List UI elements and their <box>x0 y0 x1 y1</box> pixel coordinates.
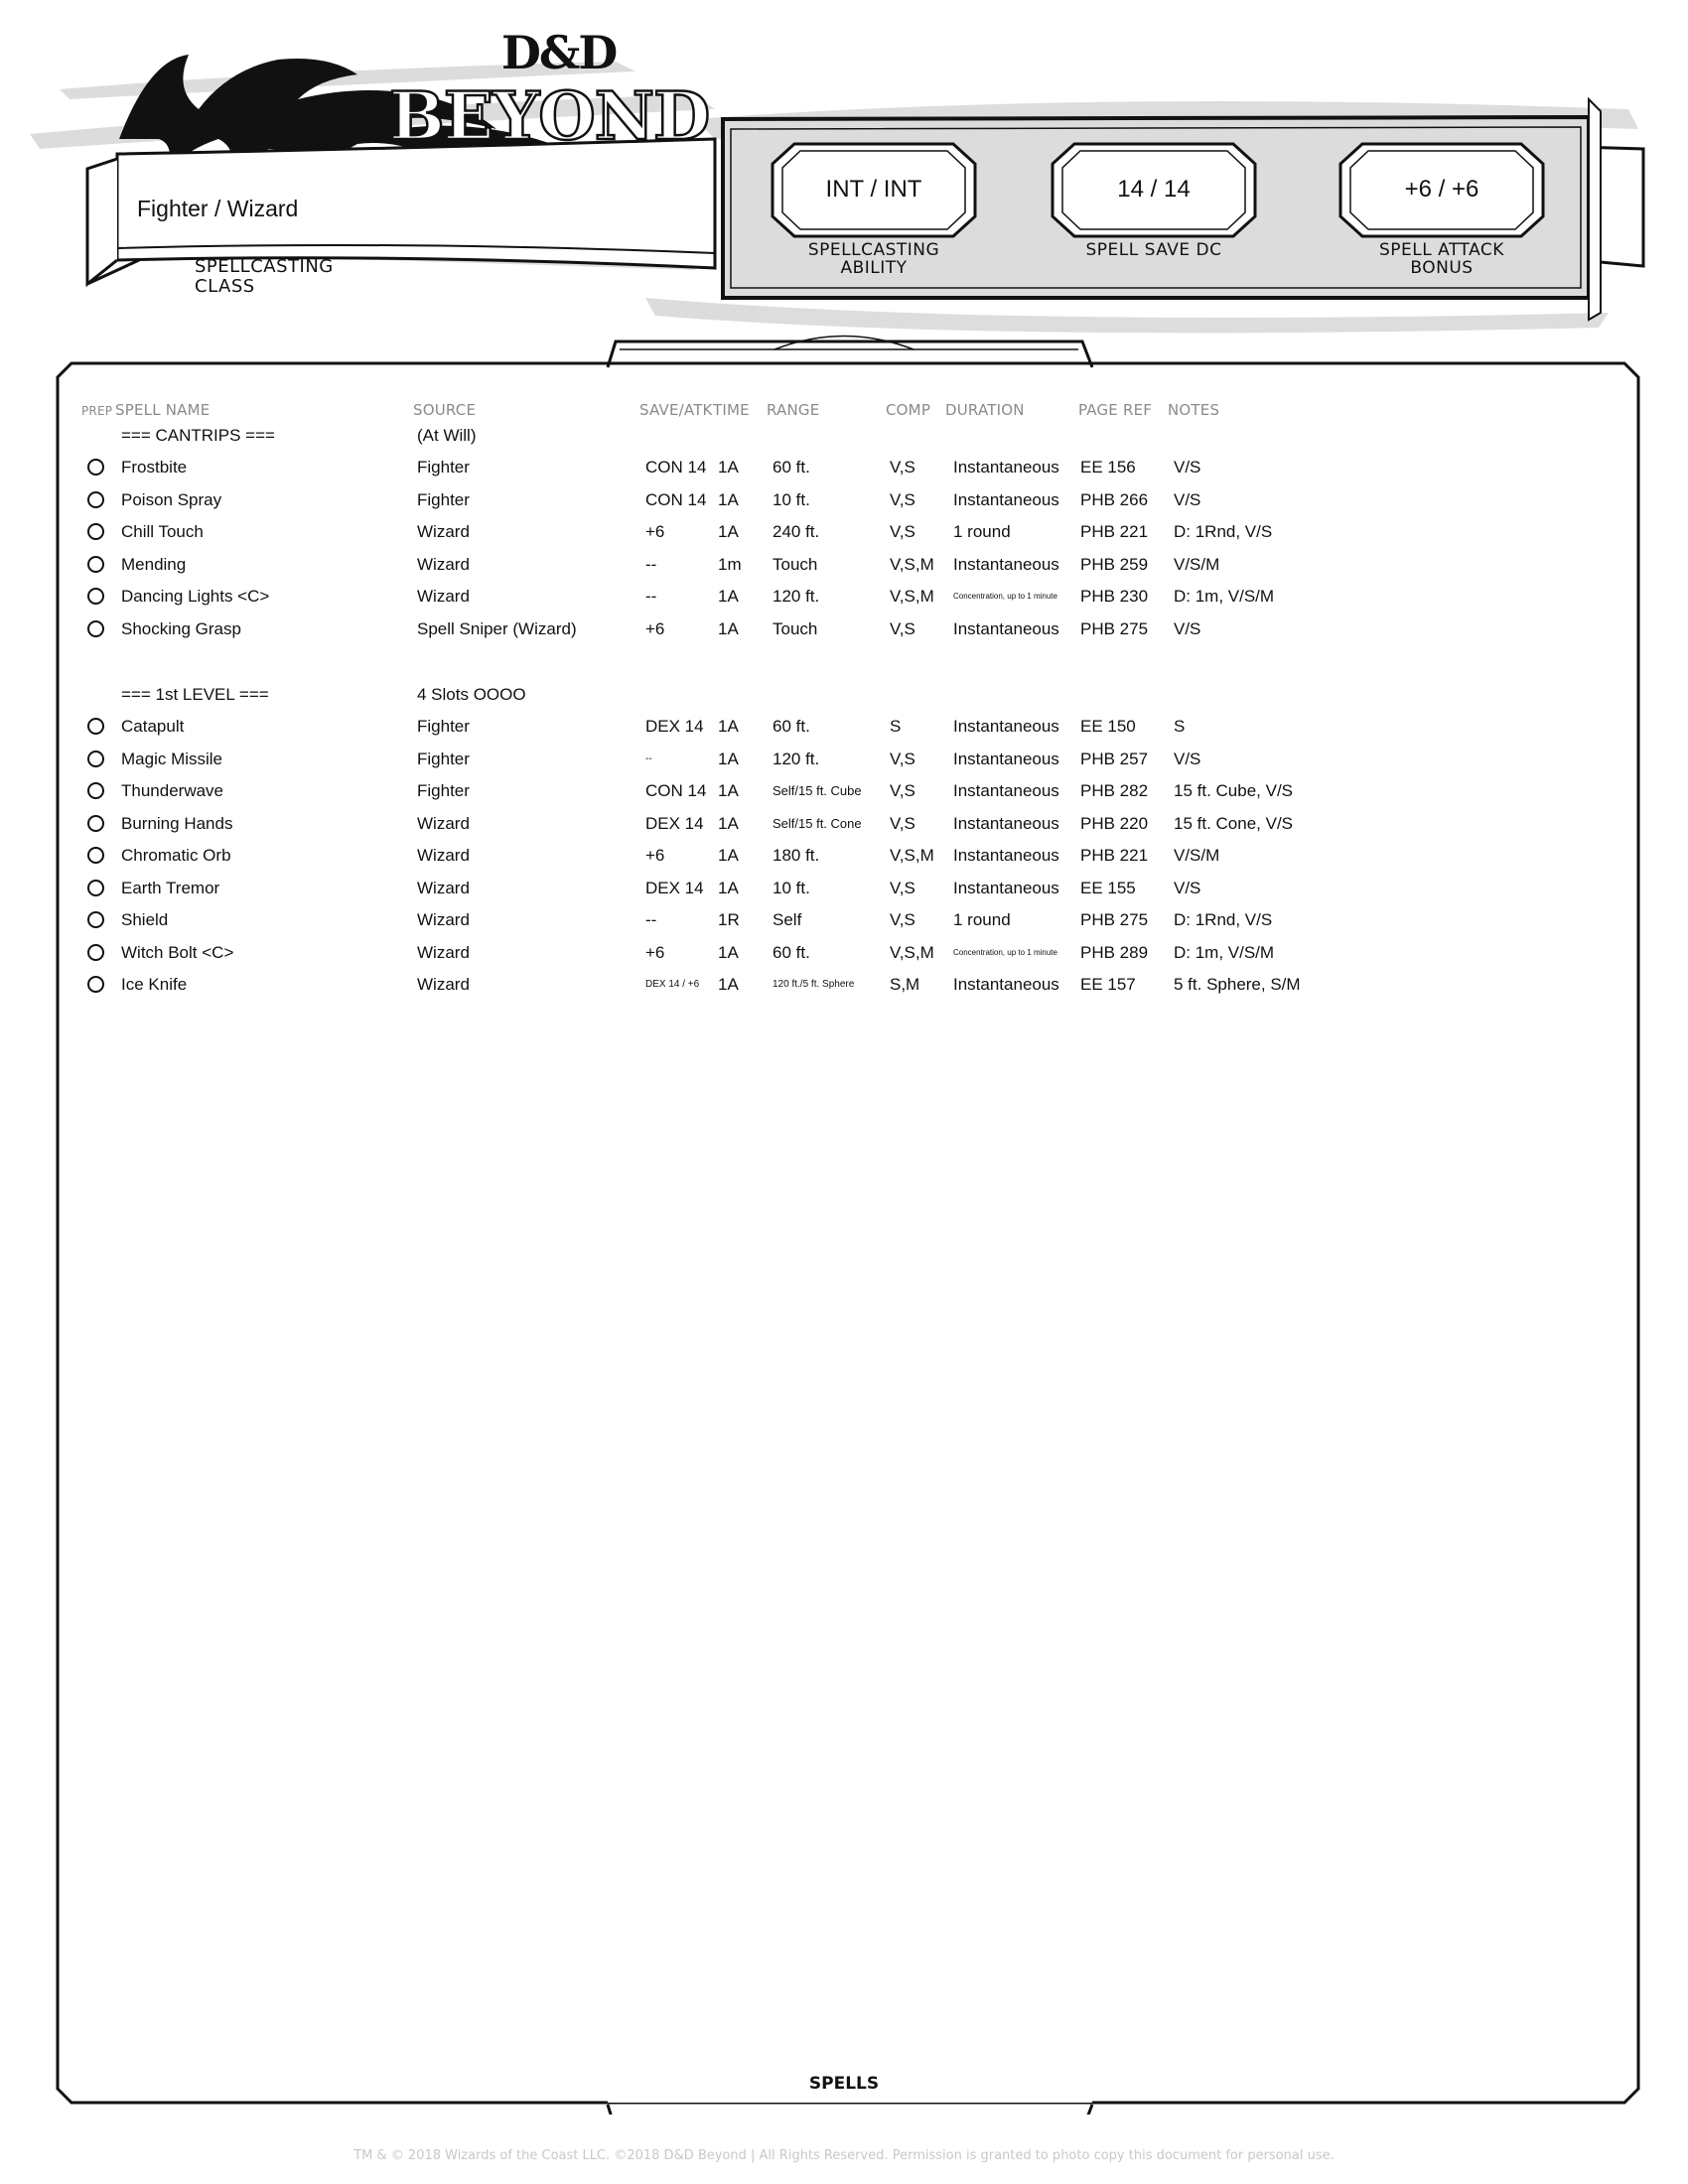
spell-page: PHB 221 <box>1080 846 1149 865</box>
spell-source: Wizard <box>417 522 470 541</box>
spell-save: +6 <box>645 846 665 865</box>
spell-notes: D: 1m, V/S/M <box>1174 587 1275 606</box>
spell-name: Frostbite <box>121 458 188 477</box>
prep-checkbox[interactable] <box>87 491 104 508</box>
spell-source: Spell Sniper (Wizard) <box>417 619 577 638</box>
prep-checkbox[interactable] <box>87 976 104 993</box>
spell-notes: 15 ft. Cone, V/S <box>1174 814 1294 833</box>
spell-page: PHB 221 <box>1080 522 1149 541</box>
spell-save: +6 <box>645 522 665 541</box>
spell-range: 60 ft. <box>773 943 810 962</box>
spell-name: Chill Touch <box>121 522 204 541</box>
col-comp: COMP <box>886 401 931 419</box>
spell-time: 1A <box>718 750 739 768</box>
spell-time: 1A <box>718 522 739 541</box>
spell-page: PHB 289 <box>1080 943 1149 962</box>
spell-row <box>0 910 1688 940</box>
col-source: SOURCE <box>413 401 477 419</box>
spell-duration: Concentration, up to 1 minute <box>953 592 1057 601</box>
spellcasting-class-value: Fighter / Wizard <box>137 196 299 221</box>
spell-range: 10 ft. <box>773 490 810 509</box>
col-spell-name: SPELL NAME <box>115 401 211 419</box>
section-title-1st-level: === 1st LEVEL === <box>121 685 269 704</box>
spell-duration: Concentration, up to 1 minute <box>953 948 1057 957</box>
spell-source: Wizard <box>417 910 470 929</box>
spell-time: 1A <box>718 975 739 994</box>
spell-page: PHB 230 <box>1080 587 1149 606</box>
spell-range: 60 ft. <box>773 717 810 736</box>
spell-comp: V,S,M <box>890 555 934 574</box>
spell-time: 1R <box>718 910 740 929</box>
spell-row <box>0 781 1688 811</box>
spell-duration: Instantaneous <box>953 846 1059 865</box>
spell-save: DEX 14 <box>645 717 704 736</box>
spell-notes: 15 ft. Cube, V/S <box>1174 781 1294 800</box>
spell-row <box>0 587 1688 616</box>
spell-name: Shocking Grasp <box>121 619 241 638</box>
spell-save: CON 14 <box>645 781 707 800</box>
spell-range: 120 ft. <box>773 587 820 606</box>
spell-range: Touch <box>773 619 818 638</box>
spell-name: Dancing Lights <C> <box>121 587 270 606</box>
spell-comp: V,S,M <box>890 943 934 962</box>
col-page-ref: PAGE REF <box>1078 401 1153 419</box>
spell-source: Wizard <box>417 879 470 897</box>
spell-time: 1A <box>718 781 739 800</box>
spell-source: Wizard <box>417 975 470 994</box>
section-slots-cantrips: (At Will) <box>417 426 477 445</box>
spell-name: Catapult <box>121 717 185 736</box>
spell-source: Fighter <box>417 458 470 477</box>
spell-time: 1A <box>718 943 739 962</box>
spell-duration: Instantaneous <box>953 490 1059 509</box>
spellcasting-ability-label: SPELLCASTING ABILITY <box>807 240 940 278</box>
prep-checkbox[interactable] <box>87 751 104 767</box>
spell-save: -- <box>645 753 652 764</box>
spell-comp: V,S <box>890 458 915 477</box>
spell-name: Thunderwave <box>121 781 224 800</box>
spell-source: Fighter <box>417 750 470 768</box>
spell-save-dc-value: 14 / 14 <box>1117 176 1191 203</box>
spell-range: Self <box>773 910 802 929</box>
spell-row <box>0 458 1688 487</box>
spell-page: PHB 282 <box>1080 781 1149 800</box>
section-slots-1st-level: 4 Slots OOOO <box>417 685 526 704</box>
spell-notes: V/S <box>1174 750 1201 768</box>
spell-page: PHB 220 <box>1080 814 1149 833</box>
spell-page: EE 157 <box>1080 975 1136 994</box>
spell-name: Poison Spray <box>121 490 222 509</box>
spell-notes: S <box>1174 717 1186 736</box>
spell-source: Fighter <box>417 781 470 800</box>
spell-comp: S <box>890 717 902 736</box>
spell-name: Earth Tremor <box>121 879 220 897</box>
prep-checkbox[interactable] <box>87 620 104 637</box>
spell-source: Fighter <box>417 490 470 509</box>
spell-source: Fighter <box>417 717 470 736</box>
spell-save: DEX 14 <box>645 879 704 897</box>
spell-duration: Instantaneous <box>953 717 1059 736</box>
spell-page: EE 150 <box>1080 717 1136 736</box>
spell-source: Wizard <box>417 943 470 962</box>
spell-time: 1A <box>718 490 739 509</box>
section-title-cantrips: === CANTRIPS === <box>121 426 275 445</box>
spell-row <box>0 879 1688 908</box>
spell-row <box>0 814 1688 844</box>
col-duration: DURATION <box>945 401 1025 419</box>
spell-time: 1A <box>718 717 739 736</box>
spell-range: 120 ft. <box>773 750 820 768</box>
spell-comp: V,S <box>890 910 915 929</box>
spell-page: PHB 275 <box>1080 910 1149 929</box>
prep-checkbox[interactable] <box>87 911 104 928</box>
col-prep: PREP <box>81 404 113 418</box>
spell-notes: V/S <box>1174 879 1201 897</box>
spell-duration: 1 round <box>953 910 1011 929</box>
spell-save-dc-label: SPELL SAVE DC <box>1085 240 1222 260</box>
spell-comp: V,S <box>890 490 915 509</box>
spell-save: CON 14 <box>645 490 707 509</box>
spell-save: +6 <box>645 619 665 638</box>
spell-range: 180 ft. <box>773 846 820 865</box>
spell-page: PHB 257 <box>1080 750 1149 768</box>
spell-name: Mending <box>121 555 187 574</box>
spell-save: -- <box>645 910 657 929</box>
spell-name: Ice Knife <box>121 975 188 994</box>
spell-duration: Instantaneous <box>953 750 1059 768</box>
spell-row <box>0 975 1688 1005</box>
spell-notes: V/S <box>1174 619 1201 638</box>
spell-time: 1A <box>718 879 739 897</box>
spell-page: PHB 275 <box>1080 619 1149 638</box>
spell-notes: V/S <box>1174 458 1201 477</box>
spell-name: Magic Missile <box>121 750 223 768</box>
prep-checkbox[interactable] <box>87 718 104 735</box>
spell-duration: Instantaneous <box>953 458 1059 477</box>
spell-notes: D: 1Rnd, V/S <box>1174 910 1273 929</box>
spell-save: -- <box>645 555 657 574</box>
spellcasting-class-label: SPELLCASTING CLASS <box>195 256 334 297</box>
spell-duration: Instantaneous <box>953 975 1059 994</box>
prep-checkbox[interactable] <box>87 556 104 573</box>
spell-duration: Instantaneous <box>953 879 1059 897</box>
spell-comp: V,S,M <box>890 846 934 865</box>
spell-comp: V,S <box>890 814 915 833</box>
prep-checkbox[interactable] <box>87 588 104 605</box>
spell-comp: V,S <box>890 879 915 897</box>
spell-range: 240 ft. <box>773 522 820 541</box>
spell-range: 60 ft. <box>773 458 810 477</box>
spell-comp: V,S <box>890 522 915 541</box>
copyright-notice: TM & © 2018 Wizards of the Coast LLC. ©2018 D&D Beyond | All Rights Reserved. Permission is granted to photo copy this document for personal use. <box>353 2148 1335 2163</box>
spell-row <box>0 943 1688 973</box>
spell-attack-bonus-value: +6 / +6 <box>1404 176 1479 203</box>
spell-row <box>0 846 1688 876</box>
spell-save: -- <box>645 587 657 606</box>
spell-attack-bonus-label: SPELL ATTACK BONUS <box>1379 240 1504 278</box>
spell-duration: 1 round <box>953 522 1011 541</box>
spell-range: Touch <box>773 555 818 574</box>
spell-comp: V,S <box>890 619 915 638</box>
spell-duration: Instantaneous <box>953 619 1059 638</box>
col-save-atk: SAVE/ATK <box>639 401 713 419</box>
spell-source: Wizard <box>417 814 470 833</box>
spell-save: CON 14 <box>645 458 707 477</box>
spell-row <box>0 717 1688 747</box>
logo-dd: D&D <box>501 26 617 79</box>
col-range: RANGE <box>767 401 820 419</box>
spell-source: Wizard <box>417 846 470 865</box>
spell-source: Wizard <box>417 555 470 574</box>
spell-range: 120 ft./5 ft. Sphere <box>773 979 855 990</box>
col-notes: NOTES <box>1168 401 1220 419</box>
spell-row <box>0 490 1688 520</box>
spell-time: 1A <box>718 587 739 606</box>
spell-time: 1m <box>718 555 742 574</box>
spell-duration: Instantaneous <box>953 555 1059 574</box>
logo-beyond: BEYOND <box>389 77 710 155</box>
page-footer-title: SPELLS <box>808 2074 880 2094</box>
spell-comp: V,S <box>890 781 915 800</box>
spell-page: EE 155 <box>1080 879 1136 897</box>
spell-time: 1A <box>718 814 739 833</box>
spell-comp: S,M <box>890 975 920 994</box>
prep-checkbox[interactable] <box>87 459 104 476</box>
spell-time: 1A <box>718 846 739 865</box>
spell-notes: D: 1Rnd, V/S <box>1174 522 1273 541</box>
spell-source: Wizard <box>417 587 470 606</box>
prep-checkbox[interactable] <box>87 782 104 799</box>
spell-save: +6 <box>645 943 665 962</box>
spell-row <box>0 555 1688 585</box>
spell-page: EE 156 <box>1080 458 1136 477</box>
spell-range: Self/15 ft. Cone <box>773 816 862 831</box>
spell-name: Chromatic Orb <box>121 846 231 865</box>
spell-notes: V/S/M <box>1174 846 1220 865</box>
spell-time: 1A <box>718 458 739 477</box>
spell-range: Self/15 ft. Cube <box>773 783 862 798</box>
spell-row <box>0 522 1688 552</box>
spell-duration: Instantaneous <box>953 814 1059 833</box>
spell-notes: V/S/M <box>1174 555 1220 574</box>
spell-save: DEX 14 / +6 <box>645 979 700 990</box>
prep-checkbox[interactable] <box>87 944 104 961</box>
spellcasting-ability-value: INT / INT <box>825 176 922 203</box>
spell-name: Burning Hands <box>121 814 233 833</box>
spell-notes: D: 1m, V/S/M <box>1174 943 1275 962</box>
prep-checkbox[interactable] <box>87 523 104 540</box>
spell-name: Shield <box>121 910 169 929</box>
spell-row <box>0 750 1688 779</box>
spell-duration: Instantaneous <box>953 781 1059 800</box>
spell-comp: V,S <box>890 750 915 768</box>
prep-checkbox[interactable] <box>87 880 104 896</box>
spell-row <box>0 619 1688 649</box>
spell-notes: 5 ft. Sphere, S/M <box>1174 975 1301 994</box>
spell-name: Witch Bolt <C> <box>121 943 234 962</box>
col-time: TIME <box>713 401 750 419</box>
spell-time: 1A <box>718 619 739 638</box>
prep-checkbox[interactable] <box>87 847 104 864</box>
spell-comp: V,S,M <box>890 587 934 606</box>
spell-page: PHB 259 <box>1080 555 1149 574</box>
spell-page: PHB 266 <box>1080 490 1149 509</box>
prep-checkbox[interactable] <box>87 815 104 832</box>
spell-range: 10 ft. <box>773 879 810 897</box>
spell-save: DEX 14 <box>645 814 704 833</box>
spell-notes: V/S <box>1174 490 1201 509</box>
